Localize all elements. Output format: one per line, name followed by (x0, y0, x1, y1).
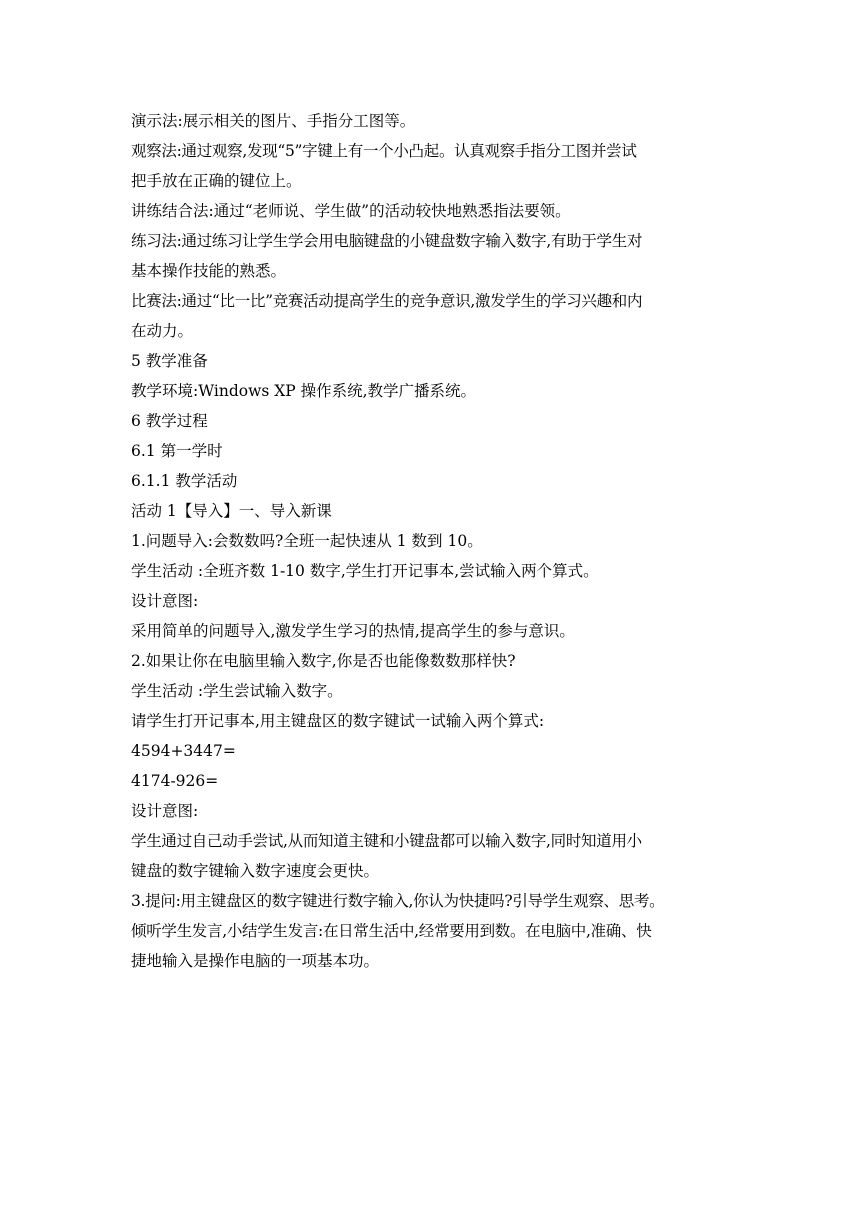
paragraph-question-3: 3.提问:用主键盘区的数字键进行数字输入,你认为快捷吗?引导学生观察、思考。 (131, 892, 665, 910)
paragraph-question-2: 2.如果让你在电脑里输入数字,你是否也能像数数那样快? (131, 652, 516, 670)
heading-teaching-process: 6 教学过程 (131, 412, 208, 430)
heading-teaching-activities: 6.1.1 教学活动 (131, 472, 238, 490)
formula-subtraction: 4174-926= (131, 772, 219, 790)
paragraph-design-intent-2-cont: 键盘的数字键输入数字速度会更快。 (131, 862, 380, 880)
paragraph-question-intro: 1.问题导入:会数数吗?全班一起快速从 1 数到 10。 (131, 532, 483, 550)
paragraph-observation-method: 观察法:通过观察,发现“5”字键上有一个小凸起。认真观察手指分工图并尝试 (131, 142, 637, 160)
paragraph-summary-cont: 捷地输入是操作电脑的一项基本功。 (131, 952, 380, 970)
label-design-intent-1: 设计意图: (131, 592, 199, 610)
paragraph-design-intent-2: 学生通过自己动手尝试,从而知道主键和小键盘都可以输入数字,同时知道用小 (131, 832, 642, 850)
paragraph-summary: 倾听学生发言,小结学生发言:在日常生活中,经常要用到数。在电脑中,准确、快 (131, 922, 652, 940)
paragraph-observation-method-cont: 把手放在正确的键位上。 (131, 172, 302, 190)
paragraph-notepad-instruction: 请学生打开记事本,用主键盘区的数字键试一试输入两个算式: (131, 712, 545, 730)
paragraph-student-activity-2: 学生活动 :学生尝试输入数字。 (131, 682, 343, 700)
formula-addition: 4594+3447= (131, 742, 236, 760)
paragraph-competition-method-cont: 在动力。 (131, 322, 194, 340)
paragraph-student-activity-1: 学生活动 :全班齐数 1-10 数字,学生打开记事本,尝试输入两个算式。 (131, 562, 599, 580)
paragraph-exercise-method-cont: 基本操作技能的熟悉。 (131, 262, 287, 280)
label-design-intent-2: 设计意图: (131, 802, 199, 820)
paragraph-exercise-method: 练习法:通过练习让学生学会用电脑键盘的小键盘数字输入数字,有助于学生对 (131, 232, 643, 250)
paragraph-design-intent-1: 采用简单的问题导入,激发学生学习的热情,提高学生的参与意识。 (131, 622, 575, 640)
paragraph-practice-combined-method: 讲练结合法:通过“老师说、学生做”的活动较快地熟悉指法要领。 (131, 202, 571, 220)
paragraph-competition-method: 比赛法:通过“比一比”竞赛活动提高学生的竞争意识,激发学生的学习兴趣和内 (131, 292, 643, 310)
heading-first-period: 6.1 第一学时 (131, 442, 223, 460)
heading-teaching-preparation: 5 教学准备 (131, 352, 208, 370)
heading-activity-1: 活动 1【导入】一、导入新课 (131, 502, 332, 520)
paragraph-demonstration-method: 演示法:展示相关的图片、手指分工图等。 (131, 112, 416, 130)
paragraph-teaching-environment: 教学环境:Windows XP 操作系统,教学广播系统。 (131, 382, 477, 400)
document-body (131, 106, 731, 976)
